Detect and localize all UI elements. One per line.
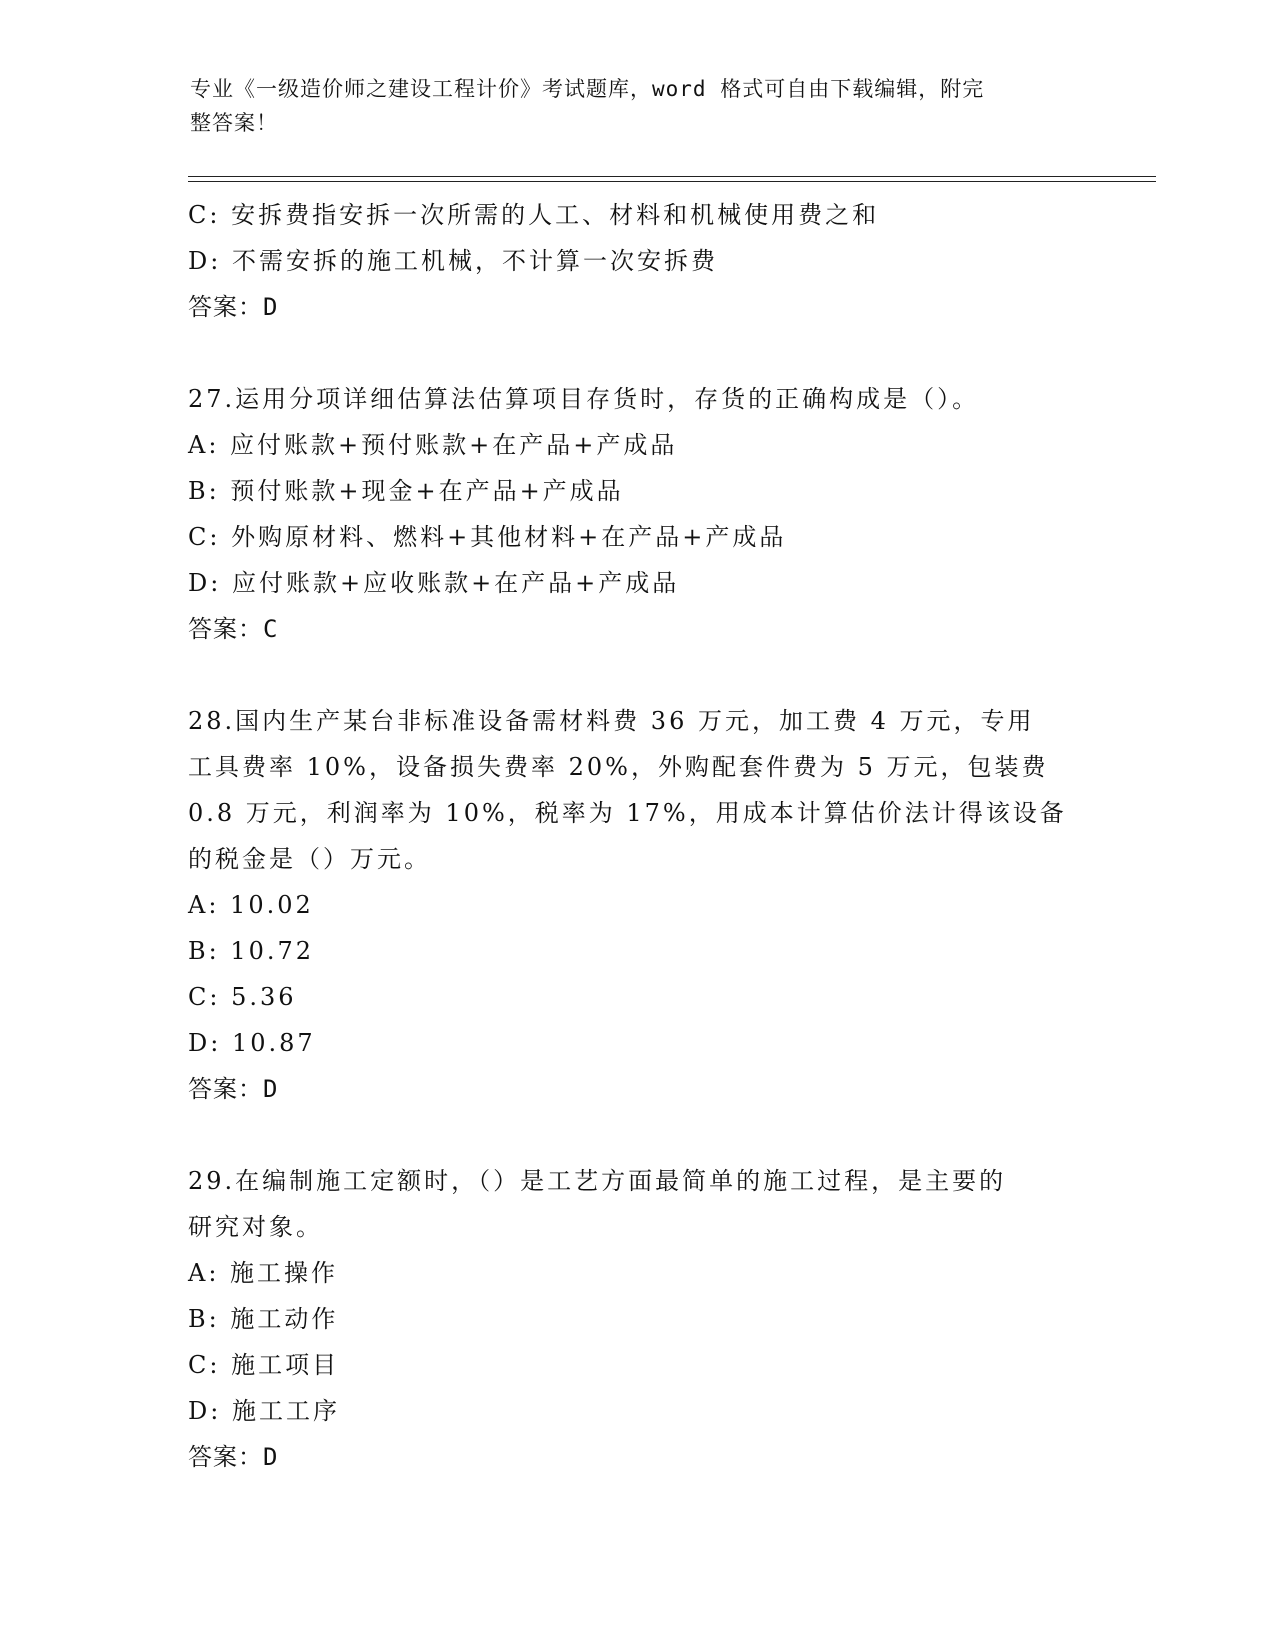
header-line-2: 整答案！ <box>190 111 278 135</box>
option-d: D: 应付账款+应收账款+在产品+产成品 <box>188 569 680 597</box>
option-b: B: 10.72 <box>188 937 315 965</box>
answer-line: 答案：D <box>188 1075 279 1103</box>
question-text-line: 的税金是（）万元。 <box>188 845 431 873</box>
question-text-line: 29.在编制施工定额时，（）是工艺方面最简单的施工过程，是主要的 <box>188 1167 1007 1195</box>
option-c: C: 外购原材料、燃料+其他材料+在产品+产成品 <box>188 523 787 551</box>
question-text-line: 28.国内生产某台非标准设备需材料费 36 万元，加工费 4 万元，专用 <box>188 707 1035 735</box>
question-text-line: 研究对象。 <box>188 1213 323 1241</box>
question-text-line: 0.8 万元，利润率为 10%，税率为 17%，用成本计算估价法计得该设备 <box>188 799 1067 827</box>
question-27 <box>188 376 1088 652</box>
question-list <box>188 192 1088 1480</box>
option-c: C: 安拆费指安拆一次所需的人工、材料和机械使用费之和 <box>188 201 880 229</box>
answer-line: 答案：D <box>188 1443 279 1471</box>
header-line-1: 专业《一级造价师之建设工程计价》考试题库，word 格式可自由下载编辑，附完 <box>190 77 985 101</box>
option-a: A: 施工操作 <box>188 1259 339 1287</box>
option-c: C: 施工项目 <box>188 1351 340 1379</box>
option-d: D: 不需安拆的施工机械，不计算一次安拆费 <box>188 247 718 275</box>
option-d: D: 10.87 <box>188 1029 316 1057</box>
option-b: B: 预付账款+现金+在产品+产成品 <box>188 477 624 505</box>
document-header <box>190 72 1070 140</box>
option-a: A: 应付账款+预付账款+在产品+产成品 <box>188 431 678 459</box>
option-a: A: 10.02 <box>188 891 314 919</box>
question-29 <box>188 1158 1088 1480</box>
answer-line: 答案：D <box>188 293 279 321</box>
header-divider-top <box>188 176 1156 177</box>
answer-line: 答案：C <box>188 615 279 643</box>
option-b: B: 施工动作 <box>188 1305 339 1333</box>
option-c: C: 5.36 <box>188 983 297 1011</box>
question-28 <box>188 698 1088 1112</box>
question-text: 27.运用分项详细估算法估算项目存货时，存货的正确构成是（）。 <box>188 385 980 413</box>
option-d: D: 施工工序 <box>188 1397 340 1425</box>
question-text-line: 工具费率 10%，设备损失费率 20%，外购配套件费为 5 万元，包装费 <box>188 753 1049 781</box>
header-divider-bottom <box>188 181 1156 182</box>
question-26-continued <box>188 192 1088 330</box>
